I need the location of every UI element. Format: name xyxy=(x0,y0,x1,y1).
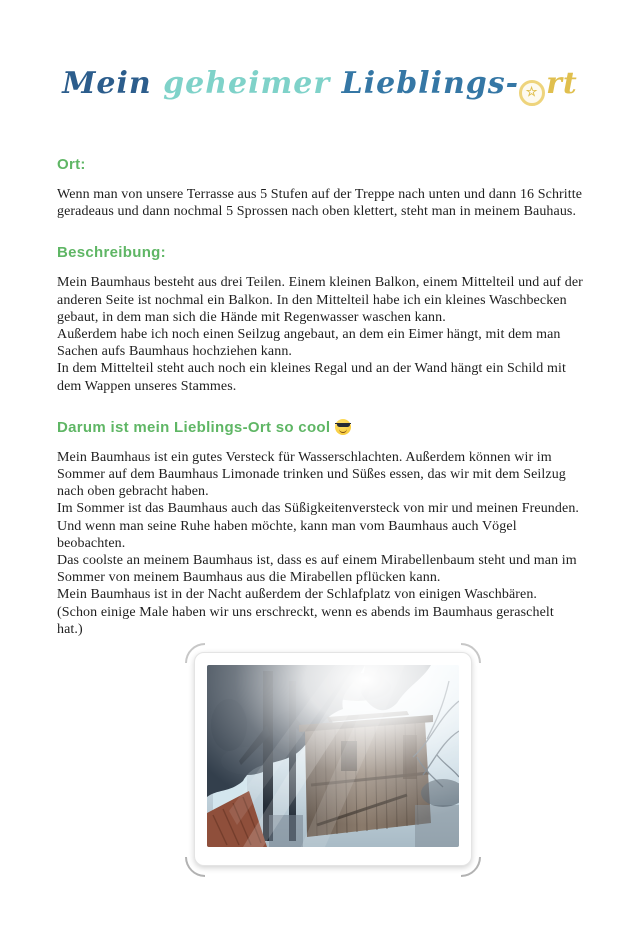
treehouse-photo-frame xyxy=(194,652,472,866)
star-glyph: ☆ xyxy=(525,85,539,100)
section-heading-darum xyxy=(57,419,583,437)
paragraph: In dem Mittelteil steht auch noch ein kleines Regal und an der Wand hängt ein Schild mit dem Wappen unseres Stammes. xyxy=(57,361,566,394)
section-heading-beschreibung xyxy=(57,244,583,262)
paragraph: Mein Baumhaus ist in der Nacht außerdem der Schlafplatz von einigen Waschbären. xyxy=(57,587,538,603)
title-word-lieblings: Lieblings- xyxy=(341,66,520,101)
paragraph: Im Sommer ist das Baumhaus auch das Süßigkeitenversteck von mir und meinen Freunden. xyxy=(57,501,580,517)
emoji-glasses xyxy=(337,423,350,428)
page-title xyxy=(57,64,583,106)
paragraph: Mein Baumhaus ist ein gutes Versteck für Wasserschlachten. Außerdem können wir im Sommer auf dem Baumhaus Limonade trinken und Süßes essen, das wir mit dem Seilzug nach oben gebracht haben. xyxy=(57,449,566,500)
section-heading-ort xyxy=(57,156,583,174)
heading-text: Beschreibung: xyxy=(57,244,166,262)
paragraph: Außerdem habe ich noch einen Seilzug angebaut, an dem ein Eimer hängt, mit dem man Sachen aufs Baumhaus hochziehen kann. xyxy=(57,327,561,360)
section-darum-so-cool xyxy=(57,419,583,638)
star-circle-o-icon xyxy=(519,80,545,106)
emoji-smile xyxy=(339,428,347,433)
title-word-ort xyxy=(519,66,578,101)
section-beschreibung xyxy=(57,244,583,394)
paragraph: (Schon einige Male haben wir uns erschreckt, wenn es abends im Baumhaus geraschelt hat.) xyxy=(57,604,554,637)
heading-text: Ort: xyxy=(57,156,86,173)
title-word-mein: Mein xyxy=(62,66,164,101)
paragraph: Das coolste an meinem Baumhaus ist, dass es auf einem Mirabellenbaum steht und man im Sommer von meinem Baumhaus aus die Mirabellen pflücken kann. xyxy=(57,553,577,586)
treehouse-photo xyxy=(207,665,459,847)
title-ort-rest: rt xyxy=(546,66,578,101)
paragraph: Und wenn man seine Ruhe haben möchte, kann man vom Baumhaus auch Vögel beobachten. xyxy=(57,518,517,551)
sunglasses-emoji-icon xyxy=(335,419,351,435)
paragraph: Mein Baumhaus besteht aus drei Teilen. Einem kleinen Balkon, einem Mittelteil und auf der anderen Seite ist nochmal ein Balkon. In den Mittelteil habe ich ein kleines Waschbecken gebaut, in dem man sich die Hände mit Regenwasser waschen kann. xyxy=(57,275,583,325)
paragraph: Wenn man von unsere Terrasse aus 5 Stufen auf der Treppe nach unten und dann 16 Schritte geradeaus und dann nochmal 5 Sprossen nach oben klettert, steht man in meinem Bauhaus. xyxy=(57,187,583,220)
section-ort xyxy=(57,156,583,220)
heading-text: Darum ist mein Lieblings-Ort so cool xyxy=(57,418,331,436)
title-word-geheimer: geheimer xyxy=(163,66,342,101)
